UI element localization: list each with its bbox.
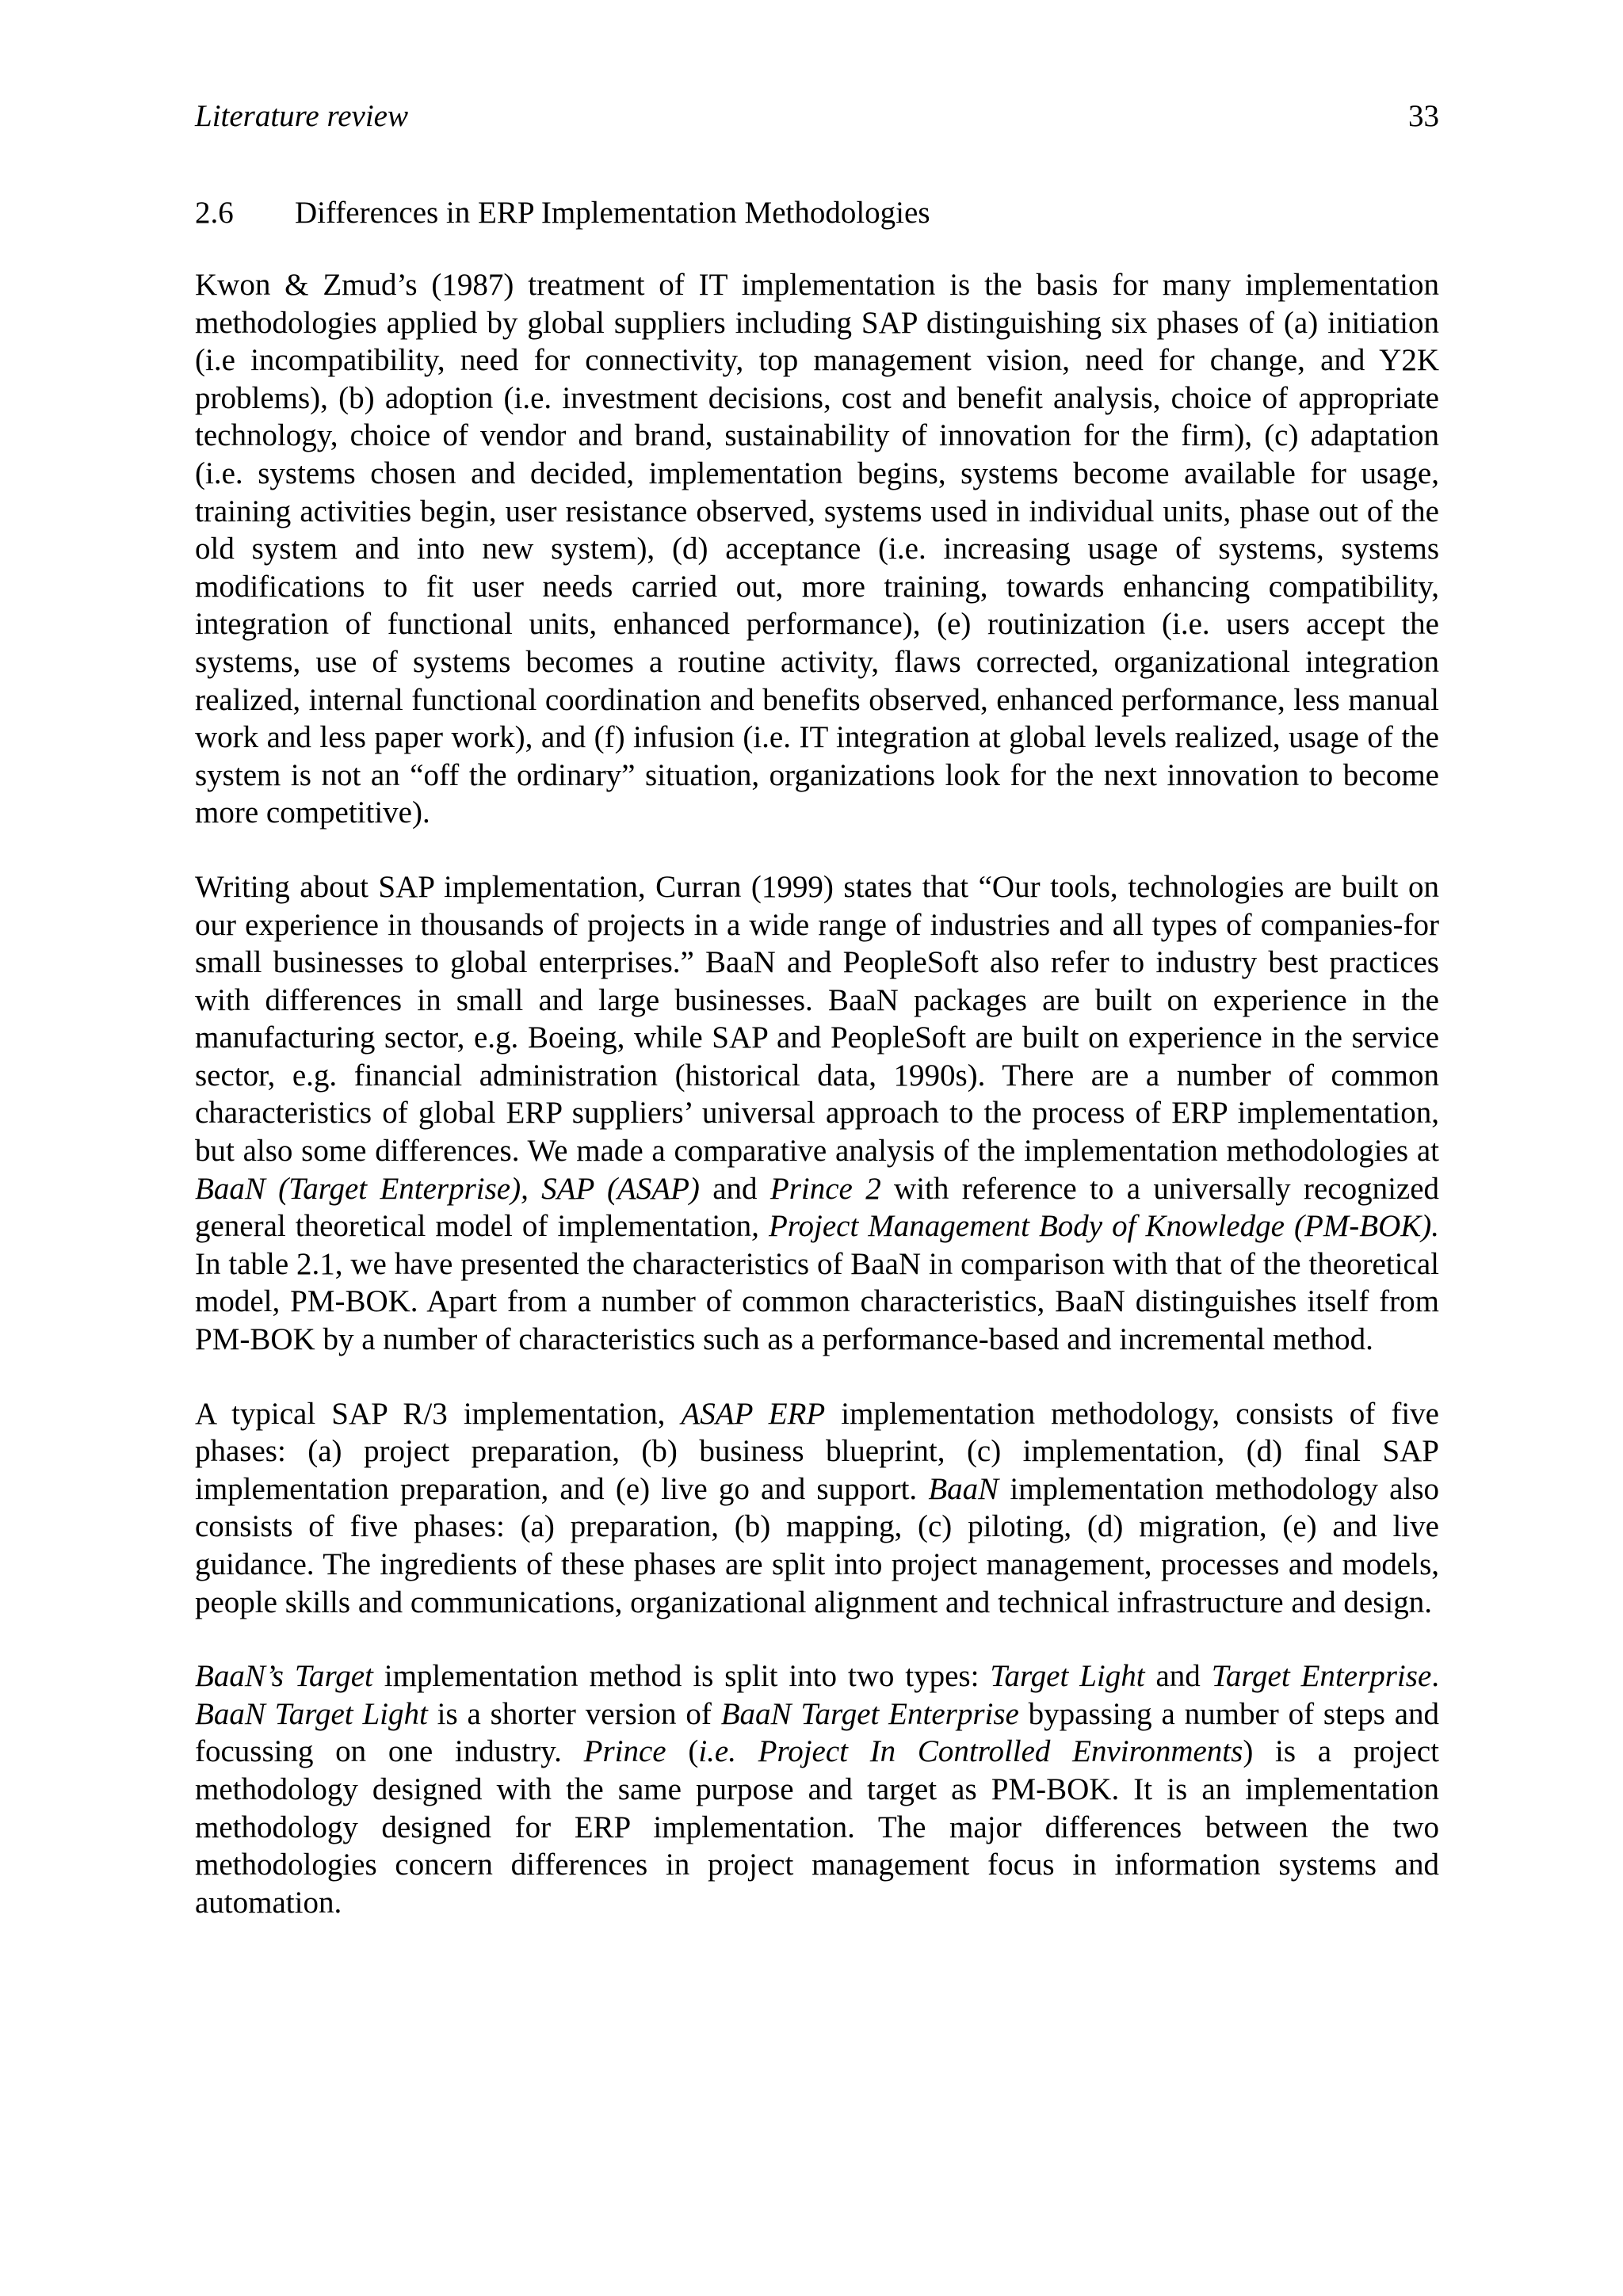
paragraph-4-text-6: ( bbox=[688, 1734, 699, 1769]
paragraph-4-emphasis-7: i.e. Project In Controlled Environments bbox=[698, 1734, 1243, 1769]
section-number: 2.6 bbox=[195, 196, 234, 230]
paragraph-4-emphasis-4: BaaN Target Light bbox=[195, 1696, 428, 1731]
paragraph-3-text-3: implementation methodology also consists of five phases: (a) preparation, (b) mapping, (c) piloting, (d) migration, (e) and live guidance. The ingredients of these phases are split into project management, processes and models, people skills and communications, organizational alignment and technical infrastructure and design. bbox=[195, 1471, 1439, 1619]
paragraph-2-text-2: and bbox=[712, 1171, 758, 1206]
paragraph-4-text-2: and bbox=[1155, 1659, 1201, 1694]
paragraph-4-emphasis-1: BaaN’s Target bbox=[195, 1659, 373, 1694]
paragraph-2 bbox=[195, 868, 1439, 1359]
paragraph-3-text-1: A typical SAP R/3 implementation, bbox=[195, 1396, 666, 1431]
paragraph-4-text-1: implementation method is split into two types: bbox=[384, 1659, 980, 1694]
paragraph-2-text-1: Writing about SAP implementation, Curran (1999) states that “Our tools, technologies are built on our experience in thousands of projects in a wide range of industries and all types of companies-for small businesses to global enterprises.” BaaN and PeopleSoft also refer to industry best practices with differences in small and large businesses. BaaN packages are built on experience in the manufacturing sector, e.g. Boeing, while SAP and PeopleSoft are built on experience in the service sector, e.g. financial administration (historical data, 1990s). There are a number of common characteristics of global ERP suppliers’ universal approach to the process of ERP implementation, but also some differences. We made a comparative analysis of the implementation methodologies at bbox=[195, 869, 1439, 1169]
paragraph-4-text-7: ) is a project methodology designed with the same purpose and target as PM-BOK. It is an implementation methodology designed for ERP implementation. The major differences between the two methodologies concern differences in project management focus in information systems and automation. bbox=[195, 1734, 1440, 1920]
section-title: Differences in ERP Implementation Methodologies bbox=[295, 196, 930, 230]
paragraph-2-emphasis-1: BaaN (Target Enterprise), SAP (ASAP) bbox=[195, 1171, 700, 1206]
paragraph-4-emphasis-5: BaaN Target Enterprise bbox=[720, 1696, 1019, 1731]
paragraph-1 bbox=[195, 266, 1439, 832]
paragraph-4-text-5: bypassing a number of steps and focussing on one industry. bbox=[195, 1696, 1440, 1769]
paragraph-4-text-4: is a shorter version of bbox=[437, 1696, 712, 1731]
paragraph-2-text-4: In table 2.1, we have presented the characteristics of BaaN in comparison with that of the theoretical model, PM-BOK. Apart from a number of common characteristics, BaaN distinguishes itself from PM-BOK by a number of characteristics such as a performance-based and incremental method. bbox=[195, 1246, 1439, 1357]
paragraph-2-emphasis-2: Prince 2 bbox=[769, 1171, 881, 1206]
paragraph-3-text-2: implementation methodology, consists of five phases: (a) project preparation, (b) business blueprint, (c) implementation, (d) final SAP implementation preparation, and (e) live go and support. bbox=[195, 1396, 1439, 1506]
page-number: 33 bbox=[1408, 99, 1439, 133]
paragraph-3-emphasis-1: ASAP ERP bbox=[681, 1396, 826, 1431]
paragraph-1-text: Kwon & Zmud’s (1987) treatment of IT implementation is the basis for many implementation methodologies applied by global suppliers including SAP distinguishing six phases of (a) initiation (i.e incompatibility, need for connectivity, top management vision, need for change, and Y2K problems), (b) adoption (i.e. investment decisions, cost and benefit analysis, choice of appropriate technology, choice of vendor and brand, sustainability of innovation for the firm), (c) adaptation (i.e. systems chosen and decided, implementation begins, systems become available for usage, training activities begin, user resistance observed, systems used in individual units, phase out of the old system and into new system), (d) acceptance (i.e. increasing usage of systems, systems modifications to fit user needs carried out, more training, towards enhancing compatibility, integration of functional units, enhanced performance), (e) routinization (i.e. users accept the systems, use of systems becomes a routine activity, flaws corrected, organizational integration realized, internal functional coordination and benefits observed, enhanced performance, less manual work and less paper work), and (f) infusion (i.e. IT integration at global levels realized, usage of the system is not an “off the ordinary” situation, organizations look for the next innovation to become more competitive). bbox=[195, 268, 1439, 830]
paragraph-2-text-3: with reference to a universally recognized general theoretical model of implementation bbox=[195, 1171, 1440, 1244]
running-header bbox=[195, 97, 1439, 136]
paragraph-4-emphasis-2: Target Light bbox=[990, 1659, 1145, 1694]
paragraph-3 bbox=[195, 1395, 1439, 1622]
paragraph-4-text-3: . bbox=[1431, 1659, 1439, 1694]
body-text bbox=[195, 266, 1439, 1921]
paragraph-3-emphasis-2: BaaN bbox=[928, 1471, 999, 1506]
paragraph-4-emphasis-6: Prince bbox=[583, 1734, 666, 1769]
paragraph-4-emphasis-3: Target Enterprise bbox=[1211, 1659, 1432, 1694]
paragraph-2-emphasis-3: , Project Management Body of Knowledge (PM-BOK). bbox=[751, 1209, 1439, 1244]
running-title: Literature review bbox=[195, 99, 408, 133]
paragraph-4 bbox=[195, 1657, 1439, 1921]
section-heading bbox=[195, 193, 1439, 233]
